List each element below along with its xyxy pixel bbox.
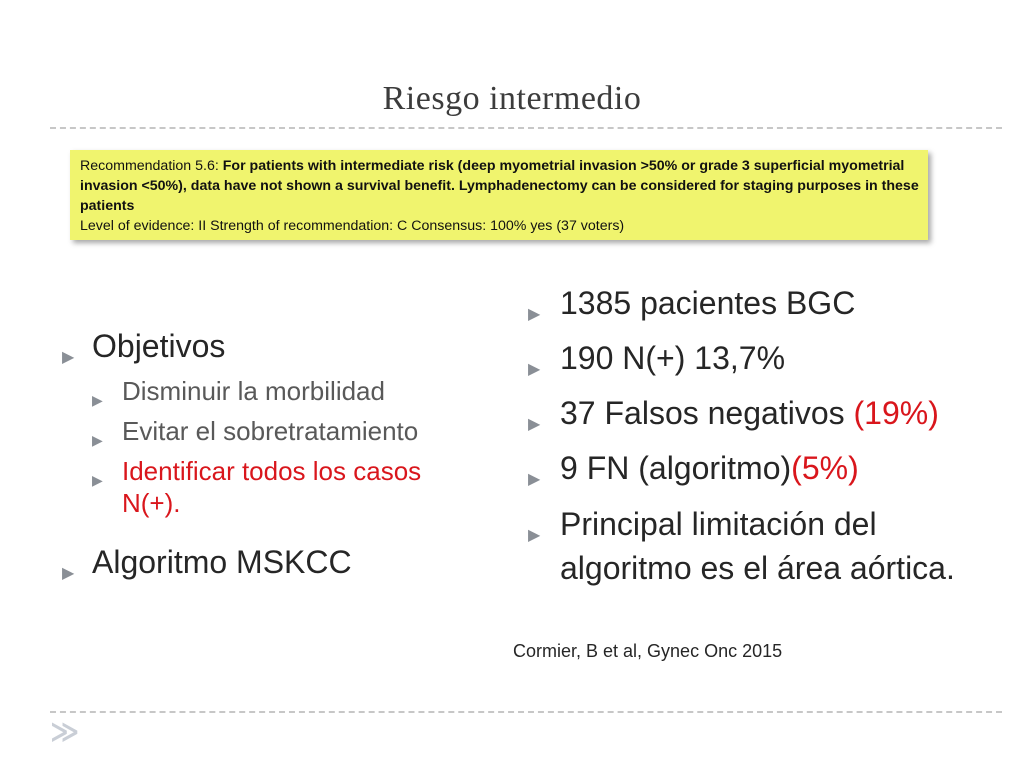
list-item xyxy=(62,541,482,583)
triangle-right-icon: ▶ xyxy=(92,472,103,488)
triangle-right-icon: ▶ xyxy=(92,392,103,408)
citation: Cormier, B et al, Gynec Onc 2015 xyxy=(513,641,783,661)
list-item xyxy=(92,415,482,447)
list-item xyxy=(528,392,968,434)
triangle-right-icon: ▶ xyxy=(92,432,103,448)
triangle-right-icon: ▶ xyxy=(528,527,541,544)
triangle-right-icon: ▶ xyxy=(528,416,541,433)
triangle-right-icon: ▶ xyxy=(528,471,541,488)
stat-n-positive: 190 N(+) 13,7% xyxy=(560,340,786,376)
list-item xyxy=(92,375,482,407)
triangle-right-icon: ▶ xyxy=(528,361,541,378)
bottom-divider xyxy=(50,711,1002,713)
sub-item-identificar: Identificar todos los casos N(+). xyxy=(122,456,422,518)
stat-falsos-negativos: 37 Falsos negativos xyxy=(560,395,854,431)
recommendation-box xyxy=(70,150,928,240)
recommendation-prefix: Recommendation 5.6: xyxy=(80,158,223,174)
double-chevron-icon: ≫ xyxy=(50,716,80,747)
algoritmo-label: Algoritmo MSKCC xyxy=(92,544,352,580)
recommendation-text: For patients with intermediate risk (deep myometrial invasion >50% or grade 3 superficial myometrial invasion <50%), data have not shown a survival benefit. Lymphadenectomy can be considered for staging purposes in these patients xyxy=(80,158,919,214)
sub-item-morbilidad: Disminuir la morbilidad xyxy=(122,376,385,406)
objetivos-label: Objetivos xyxy=(92,328,226,364)
list-item xyxy=(528,282,968,324)
list-item xyxy=(528,447,968,489)
list-item xyxy=(92,455,482,519)
stat-fn-algoritmo: 9 FN (algoritmo) xyxy=(560,450,792,486)
limitation-text: Principal limitación del algoritmo es el área aórtica. xyxy=(560,506,955,586)
evidence-line: Level of evidence: II Strength of recommendation: C Consensus: 100% yes (37 voters) xyxy=(80,218,625,234)
left-column xyxy=(62,325,482,583)
list-item xyxy=(62,325,482,367)
top-divider xyxy=(50,127,1002,129)
list-item xyxy=(528,502,968,590)
triangle-right-icon: ▶ xyxy=(62,565,75,582)
stat-fn-algoritmo-pct: (5%) xyxy=(791,450,859,486)
list-item xyxy=(528,337,968,379)
triangle-right-icon: ▶ xyxy=(62,349,75,366)
stat-falsos-negativos-pct: (19%) xyxy=(853,395,939,431)
right-column xyxy=(528,282,968,603)
sub-item-sobretratamiento: Evitar el sobretratamiento xyxy=(122,416,419,446)
slide-title: Riesgo intermedio xyxy=(382,80,642,117)
stat-pacientes: 1385 pacientes BGC xyxy=(560,285,856,321)
triangle-right-icon: ▶ xyxy=(528,306,541,323)
